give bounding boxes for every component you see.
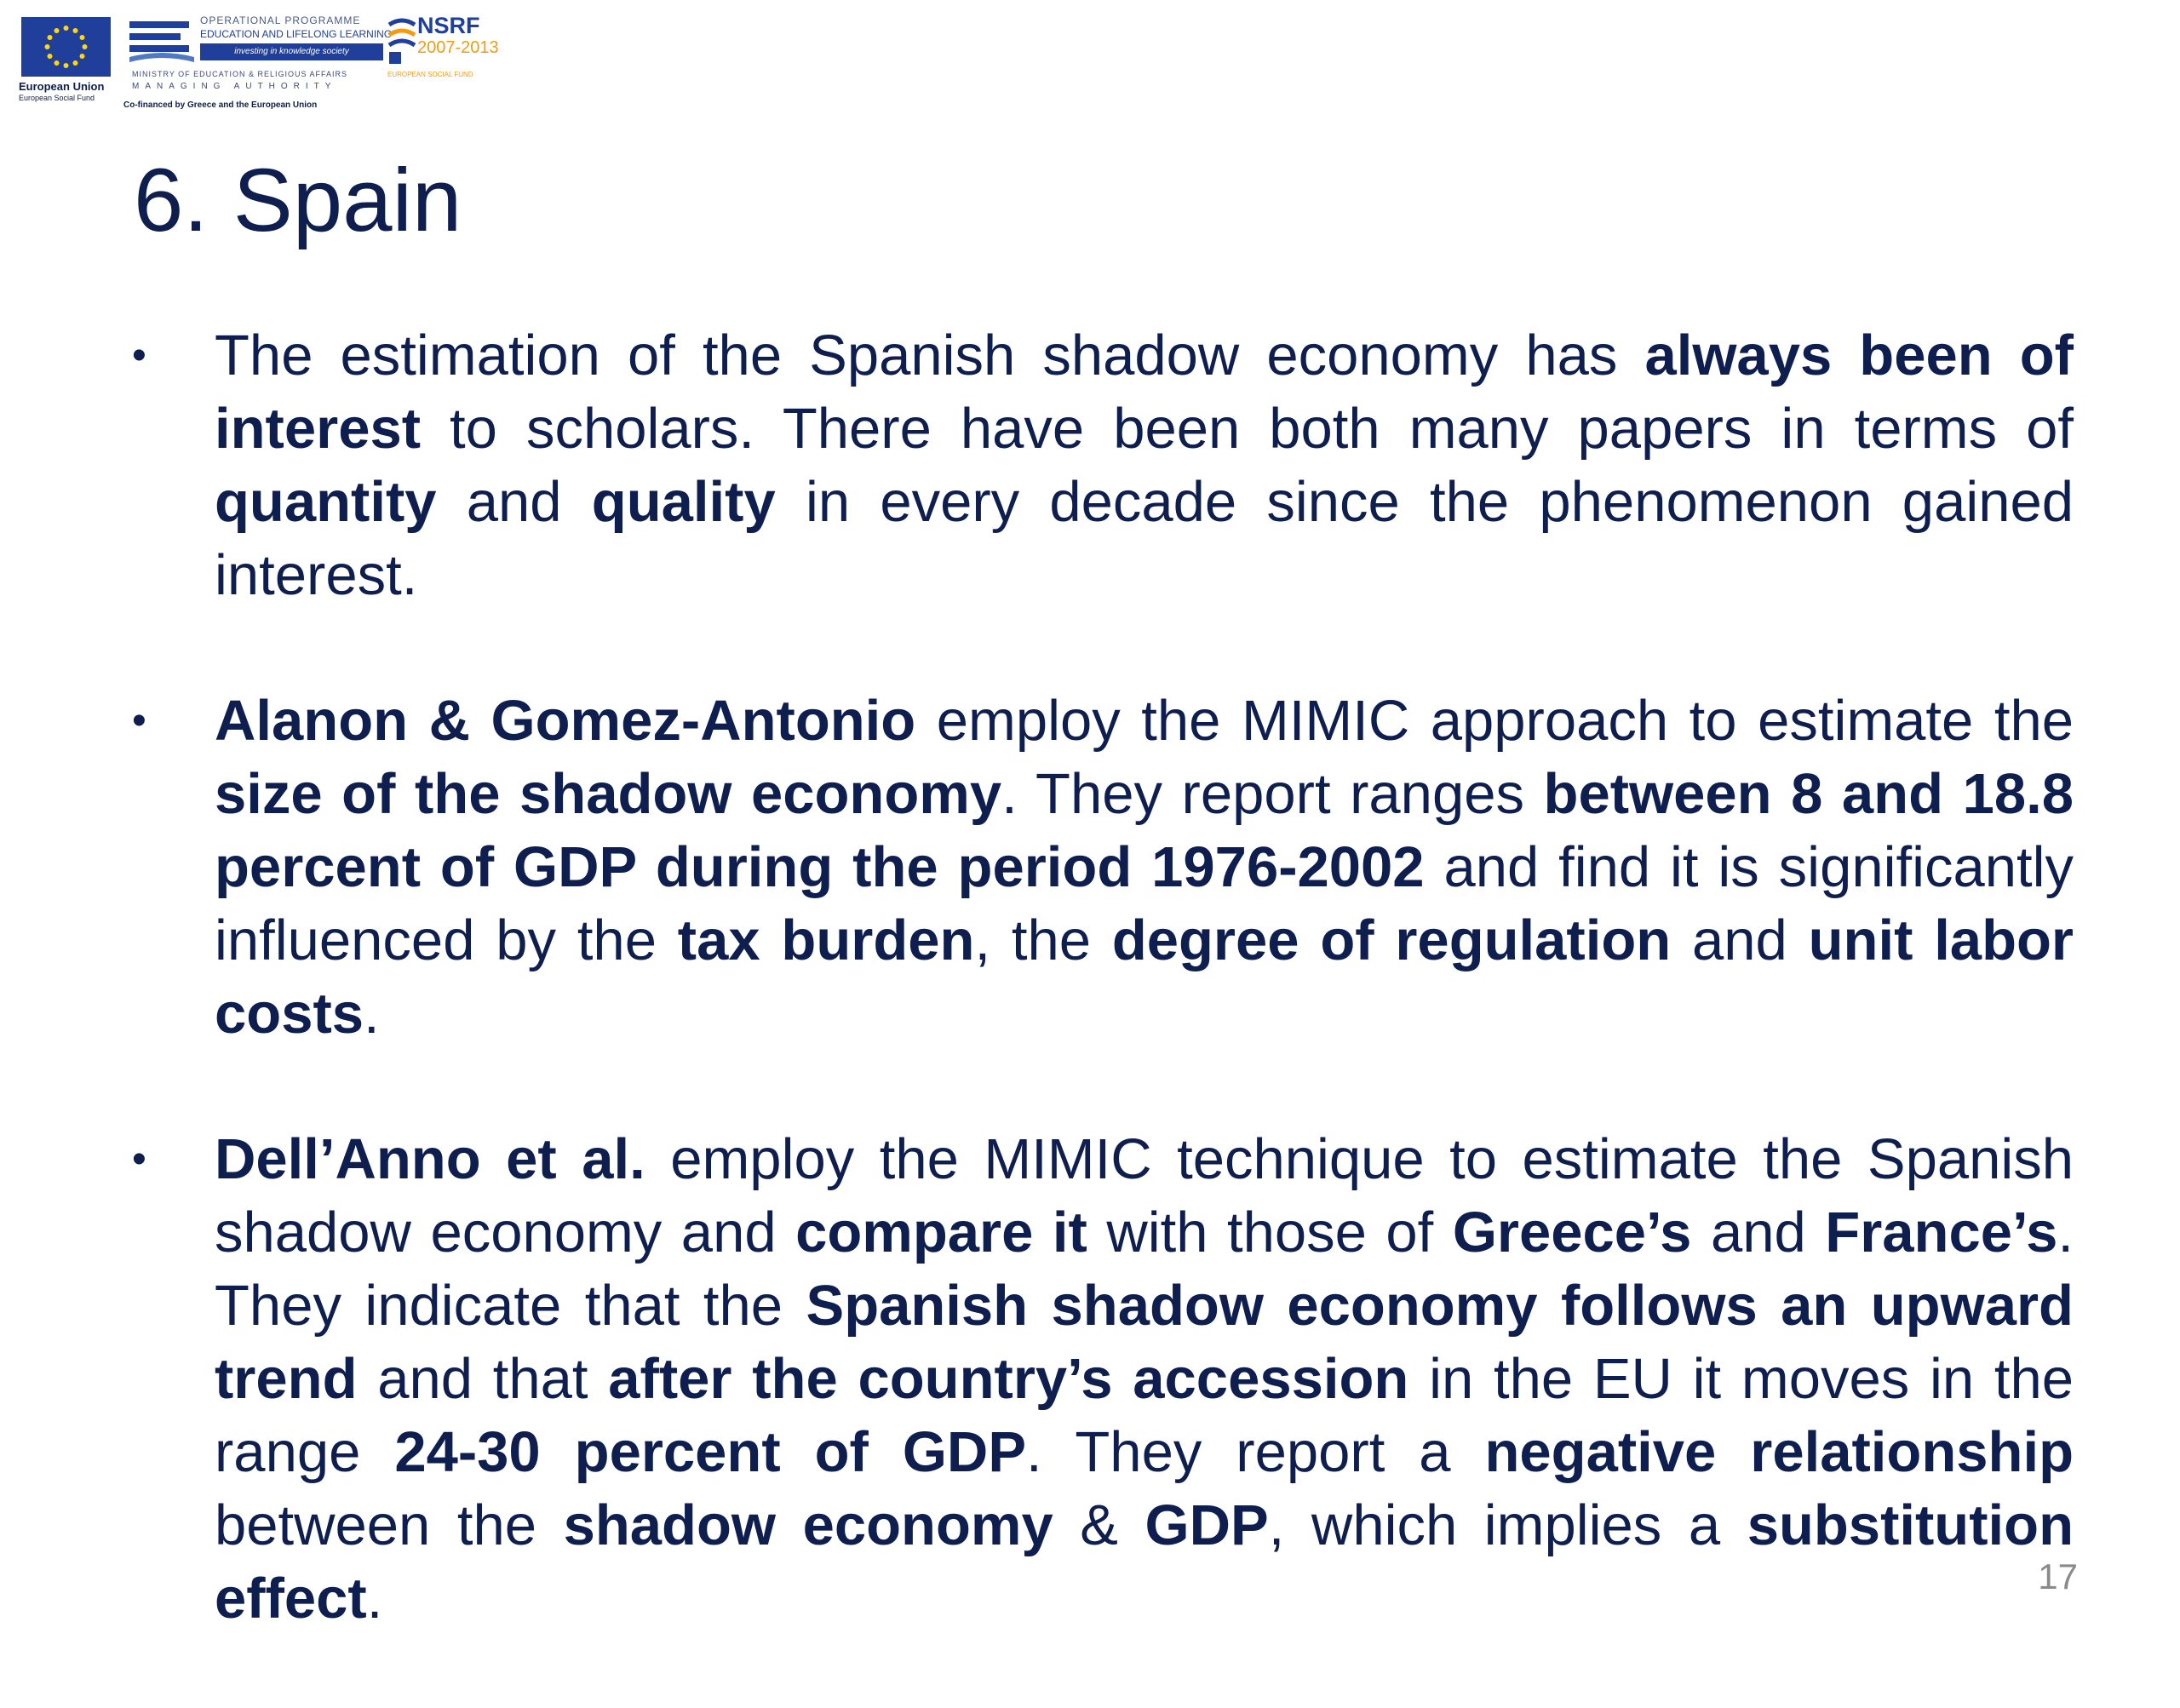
bullet-emphasis: GDP [1144,1493,1269,1557]
bullet-text: , the [974,908,1112,972]
cofinanced-caption: Co-financed by Greece and the European Union [123,100,318,110]
bullet-text: in the EU it moves in the range [215,1347,2074,1484]
operational-programme-logo [128,13,393,68]
nsrf-title: NSRF [417,13,480,38]
bullet-emphasis: shadow economy [563,1493,1053,1557]
bullet-marker: • [132,1137,146,1182]
bullet-emphasis: Greece’s [1452,1201,1692,1264]
bullet-text: to scholars. There have been both many papers in terms of [421,397,2074,461]
bullet-item [132,685,2074,1051]
bullet-emphasis: quantity [215,470,437,534]
bullet-emphasis: after the country’s accession [608,1347,1409,1411]
bullet-text: and [436,470,592,534]
bullet-text: . They report a [1026,1420,1485,1484]
bullet-emphasis: unit labor costs [215,908,2074,1046]
nsrf-logo [387,13,498,81]
eu-caption: European Union [19,80,105,93]
bullet-text: , which implies a [1268,1493,1747,1557]
bullet-text: and [1691,1201,1826,1264]
bullet-text: and that [357,1347,609,1411]
bullet-text: . They indicate that the [215,1201,2074,1338]
slide-title: 6. Spain [134,151,462,250]
bullet-text: . [366,1567,383,1631]
page-number: 17 [2038,1556,2078,1596]
bullet-emphasis: degree of regulation [1111,908,1672,972]
bullet-emphasis: Spanish shadow economy follows an upward trend [215,1274,2074,1411]
header-logos [0,0,502,128]
ministry-name: MINISTRY OF EDUCATION & RELIGIOUS AFFAIRS [132,70,348,78]
bullet-emphasis: Alanon & Gomez-Antonio [215,689,916,753]
bullet-emphasis: Dell’Anno et al. [215,1127,645,1191]
bullet-text: employ the MIMIC technique to estimate the Spanish shadow economy and [215,1127,2074,1264]
bullet-text: The estimation of the Spanish shadow economy has [215,324,1645,387]
esf-caption: European Social Fund [19,94,95,102]
bullet-text: and [1671,908,1809,972]
bullet-emphasis: size of the shadow economy [215,762,1002,826]
bullet-text: in every decade since the phenomenon gained interest. [215,470,2074,607]
nsrf-years: 2007-2013 [417,38,499,57]
bullet-marker: • [132,698,146,743]
bullet-list [132,319,2074,1708]
bullet-emphasis: between 8 and 18.8 percent of GDP during the period 1976-2002 [215,762,2074,899]
book-icon [128,18,196,66]
bullet-emphasis: substitution effect [215,1493,2074,1631]
bullet-emphasis: quality [591,470,776,534]
bullet-text: and find it is significantly influenced by the [215,835,2074,972]
bullet-emphasis: tax burden [677,908,975,972]
bullet-text: with those of [1087,1201,1453,1264]
bullet-text: between the [215,1493,564,1557]
bullet-item [132,319,2074,612]
bullet-item [132,1123,2074,1636]
bullet-emphasis: negative relationship [1484,1420,2074,1484]
bullet-marker: • [132,333,146,378]
bullet-text: . They report ranges [1001,762,1544,826]
op-line-1: OPERATIONAL PROGRAMME [200,14,361,26]
op-tagline: investing in knowledge society [200,43,383,60]
bullet-emphasis: compare it [795,1201,1087,1264]
bullet-emphasis: always been of interest [215,324,2074,461]
bullet-text: . [364,982,380,1046]
bullet-emphasis: 24-30 percent of GDP [394,1420,1027,1484]
eu-stars-icon [21,17,111,77]
managing-authority: MANAGING AUTHORITY [132,82,337,91]
bullet-emphasis: France’s [1825,1201,2058,1264]
op-line-2: EDUCATION AND LIFELONG LEARNING [200,28,393,40]
nsrf-subtitle: EUROPEAN SOCIAL FUND [387,71,473,78]
nsrf-swoosh-icon [387,16,416,67]
eu-flag-logo [21,17,111,77]
bullet-text: & [1053,1493,1145,1557]
bullet-text: employ the MIMIC approach to estimate the [915,689,2074,753]
